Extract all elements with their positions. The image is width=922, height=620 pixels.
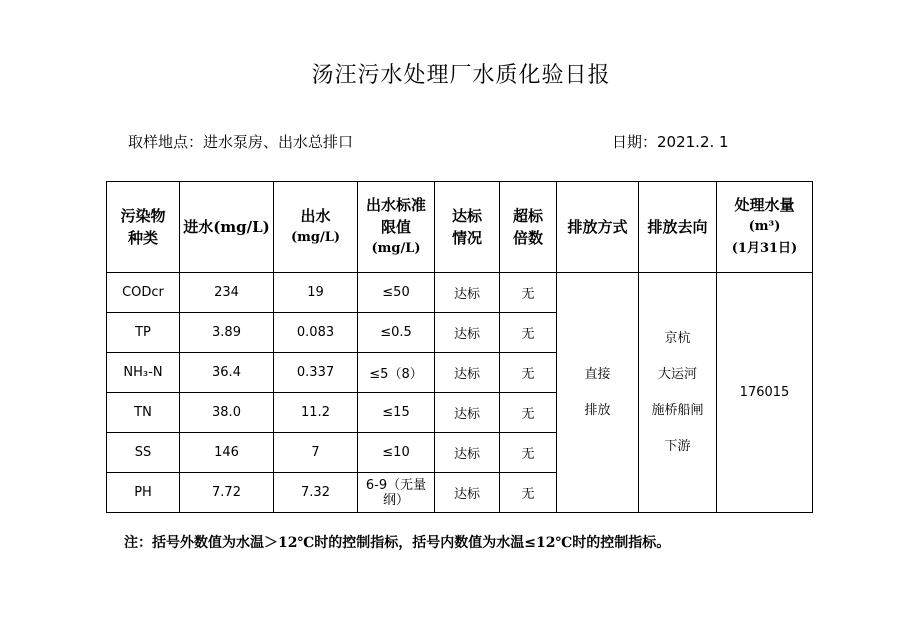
header-row	[107, 182, 813, 273]
cell-status: 达标	[435, 473, 500, 513]
header-exceed: 超标 倍数	[500, 182, 557, 273]
cell-outflow: 11.2	[274, 393, 358, 433]
cell-exceed: 无	[500, 313, 557, 353]
cell-exceed: 无	[500, 353, 557, 393]
cell-param: TN	[107, 393, 180, 433]
header-compliance: 达标 情况	[435, 182, 500, 273]
cell-outflow: 0.083	[274, 313, 358, 353]
cell-param: NH₃-N	[107, 353, 180, 393]
report-title: 汤汪污水处理厂水质化验日报	[311, 63, 611, 88]
cell-outflow: 0.337	[274, 353, 358, 393]
cell-exceed: 无	[500, 393, 557, 433]
header-inflow: 进水(mg/L)	[180, 182, 274, 273]
cell-limit: 6-9（无量纲）	[358, 473, 435, 513]
footnote: 注：括号外数值为水温＞12℃时的控制指标，括号内数值为水温≤12℃时的控制指标。	[124, 535, 671, 551]
cell-volume: 176015	[717, 273, 813, 513]
cell-status: 达标	[435, 313, 500, 353]
cell-status: 达标	[435, 353, 500, 393]
cell-inflow: 3.89	[180, 313, 274, 353]
cell-discharge-dest: 京杭 大运河 施桥船闸 下游	[639, 273, 717, 513]
cell-limit: ≤50	[358, 273, 435, 313]
report-date: 日期：2021.2. 1	[612, 133, 729, 151]
header-discharge-method: 排放方式	[557, 182, 639, 273]
cell-limit: ≤5（8）	[358, 353, 435, 393]
cell-inflow: 38.0	[180, 393, 274, 433]
header-discharge-dest: 排放去向	[639, 182, 717, 273]
cell-inflow: 7.72	[180, 473, 274, 513]
header-pollutant: 污染物 种类	[107, 182, 180, 273]
cell-param: SS	[107, 433, 180, 473]
cell-limit: ≤10	[358, 433, 435, 473]
cell-outflow: 19	[274, 273, 358, 313]
cell-status: 达标	[435, 433, 500, 473]
cell-param: TP	[107, 313, 180, 353]
header-outflow: 出水 (mg/L)	[274, 182, 358, 273]
water-quality-table	[106, 181, 813, 513]
cell-status: 达标	[435, 273, 500, 313]
cell-exceed: 无	[500, 473, 557, 513]
table-row	[107, 273, 813, 313]
header-limit: 出水标准 限值 (mg/L)	[358, 182, 435, 273]
cell-limit: ≤15	[358, 393, 435, 433]
cell-status: 达标	[435, 393, 500, 433]
cell-param: CODcr	[107, 273, 180, 313]
cell-inflow: 234	[180, 273, 274, 313]
cell-param: PH	[107, 473, 180, 513]
header-volume: 处理水量 (m³) (1月31日)	[717, 182, 813, 273]
cell-limit: ≤0.5	[358, 313, 435, 353]
cell-exceed: 无	[500, 273, 557, 313]
cell-inflow: 36.4	[180, 353, 274, 393]
cell-exceed: 无	[500, 433, 557, 473]
cell-outflow: 7.32	[274, 473, 358, 513]
cell-inflow: 146	[180, 433, 274, 473]
cell-discharge-method: 直接 排放	[557, 273, 639, 513]
cell-outflow: 7	[274, 433, 358, 473]
sampling-location: 取样地点：进水泵房、出水总排口	[128, 133, 354, 151]
